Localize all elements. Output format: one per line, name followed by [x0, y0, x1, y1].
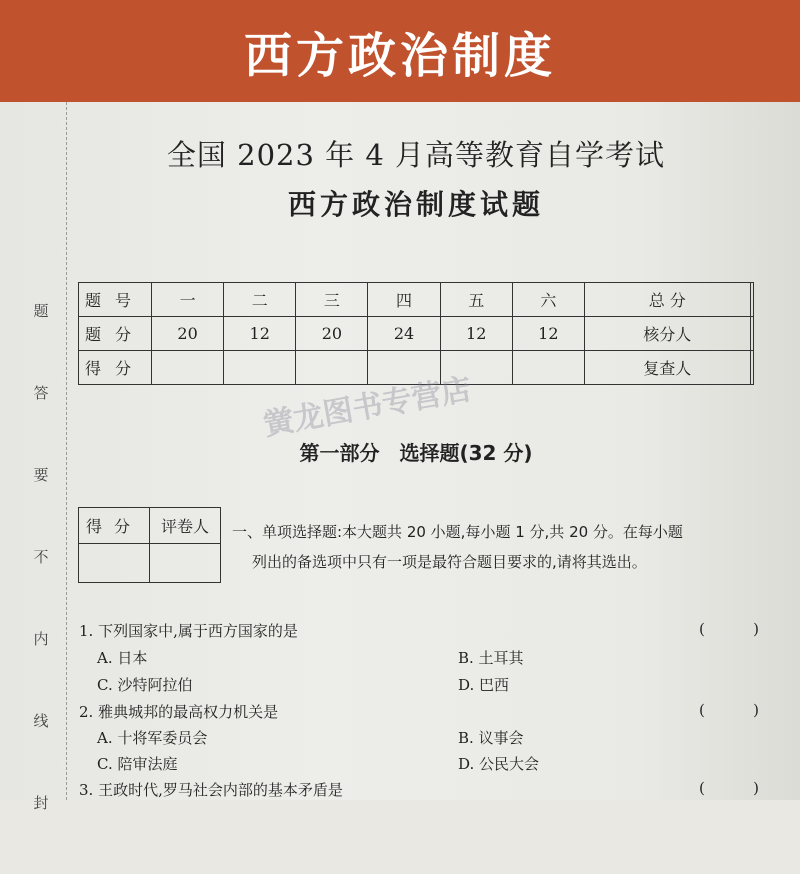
option-c: C. 沙特阿拉伯	[97, 676, 193, 694]
table-cell: 二	[224, 283, 296, 317]
bracket-close: )	[753, 701, 759, 719]
option-d: D. 巴西	[458, 676, 510, 694]
table-cell	[152, 351, 224, 385]
answer-bracket	[699, 701, 759, 719]
question-text: 2. 雅典城邦的最高权力机关是	[79, 703, 279, 721]
table-row	[79, 283, 754, 317]
option-a: A. 日本	[97, 649, 148, 667]
margin-char: 题	[33, 302, 49, 320]
bracket-open: (	[699, 701, 705, 719]
banner-title: 西方政治制度	[243, 27, 556, 84]
row-label: 题分	[79, 317, 152, 351]
bracket-close: )	[753, 779, 759, 797]
header-banner	[0, 0, 800, 102]
instructions-line: 一、单项选择题:本大题共 20 小题,每小题 1 分,共 20 分。在每小题	[232, 523, 683, 541]
table-cell: 一	[152, 283, 224, 317]
table-cell	[296, 351, 368, 385]
question-text: 3. 王政时代,罗马社会内部的基本矛盾是	[79, 781, 343, 799]
question-text: 1. 下列国家中,属于西方国家的是	[79, 622, 298, 640]
question-stem	[79, 779, 759, 800]
row-label: 得分	[79, 351, 152, 385]
option-b: B. 议事会	[458, 729, 524, 747]
table-row	[79, 317, 754, 351]
table-cell: 24	[368, 317, 440, 351]
table-cell	[750, 317, 753, 351]
table-cell	[79, 544, 150, 583]
table-cell: 12	[440, 317, 512, 351]
table-cell	[150, 544, 221, 583]
instructions-line: 列出的备选项中只有一项是最符合题目要求的,请将其选出。	[252, 553, 647, 571]
table-row	[79, 508, 221, 544]
question-stem	[79, 620, 759, 641]
option-a: A. 十将军委员会	[97, 729, 208, 747]
section-instructions	[232, 517, 732, 577]
answer-bracket	[699, 779, 759, 797]
answer-bracket	[699, 620, 759, 638]
margin-char: 答	[33, 384, 49, 402]
margin-char: 封	[33, 794, 49, 812]
row-label: 题号	[79, 283, 152, 317]
bracket-open: (	[699, 779, 705, 797]
margin-char: 线	[33, 712, 49, 730]
section-title: 第一部分 选择题(32 分)	[299, 441, 533, 465]
table-cell: 12	[512, 317, 584, 351]
exam-subtitle: 西方政治制度试题	[287, 188, 544, 221]
table-cell: 三	[296, 283, 368, 317]
table-cell	[224, 351, 296, 385]
margin-char: 内	[33, 630, 49, 648]
table-cell: 总 分	[584, 283, 750, 317]
grader-box	[78, 507, 221, 583]
table-cell	[750, 283, 753, 317]
bracket-close: )	[753, 620, 759, 638]
table-row	[79, 544, 221, 583]
table-cell: 四	[368, 283, 440, 317]
question-stem	[79, 701, 759, 722]
table-cell: 核分人	[584, 317, 750, 351]
margin-char: 不	[33, 548, 49, 566]
table-cell: 20	[152, 317, 224, 351]
binding-margin-text	[30, 300, 52, 874]
table-cell: 12	[224, 317, 296, 351]
table-cell: 六	[512, 283, 584, 317]
bracket-open: (	[699, 620, 705, 638]
grader-score-label: 得分	[79, 508, 150, 544]
option-d: D. 公民大会	[458, 755, 540, 773]
table-cell: 五	[440, 283, 512, 317]
table-cell	[512, 351, 584, 385]
table-cell: 20	[296, 317, 368, 351]
table-cell	[750, 351, 753, 385]
option-c: C. 陪审法庭	[97, 755, 178, 773]
option-b: B. 土耳其	[458, 649, 524, 667]
score-table	[78, 282, 754, 385]
store-watermark: 黉龙图书专营店	[261, 371, 475, 443]
margin-char: 要	[33, 466, 49, 484]
table-cell: 复查人	[584, 351, 750, 385]
exam-title: 全国 2023 年 4 月高等教育自学考试	[166, 138, 666, 172]
grader-reviewer-label: 评卷人	[150, 508, 221, 544]
